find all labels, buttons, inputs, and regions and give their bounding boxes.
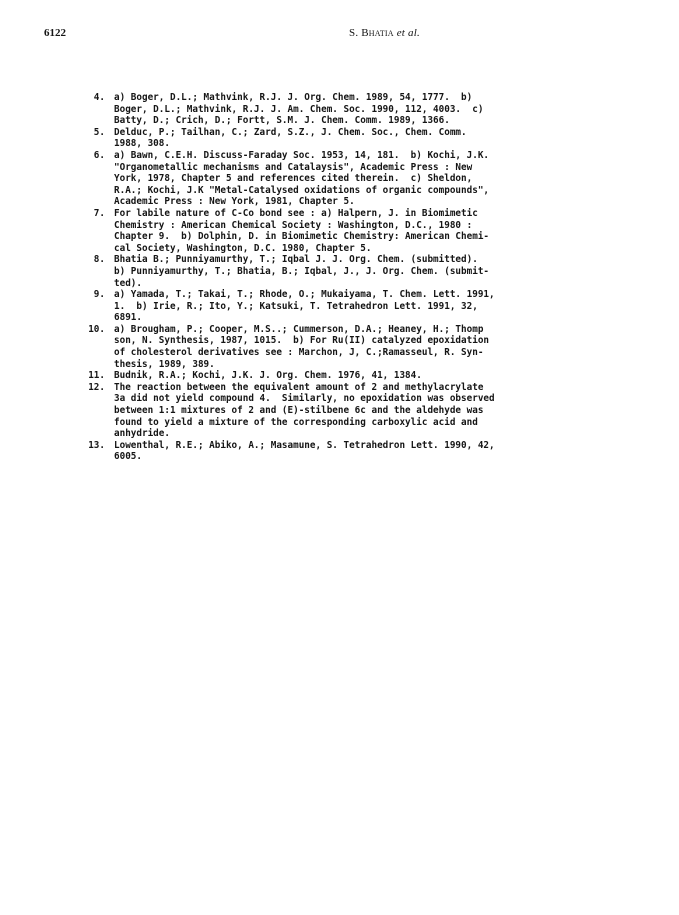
reference-line: between 1:1 mixtures of 2 and (E)-stilbene 6c and the aldehyde was (114, 405, 484, 417)
reference-number: 9. (93, 289, 105, 301)
reference-line: Batty, D.; Crich, D.; Fortt, S.M. J. Chem. Comm. 1989, 1366. (114, 115, 450, 127)
reference-number: 8. (93, 254, 105, 266)
reference-line: of cholesterol derivatives see : Marchon, J, C.;Ramasseul, R. Syn- (114, 347, 484, 359)
running-header (44, 27, 644, 43)
reference-line: For labile nature of C-Co bond see : a) Halpern, J. in Biomimetic (114, 207, 478, 219)
reference-11 (85, 370, 610, 382)
reference-line: Boger, D.L.; Mathvink, R.J. J. Am. Chem. Soc. 1990, 112, 4003. c) (114, 103, 484, 115)
reference-line: Budnik, R.A.; Kochi, J.K. J. Org. Chem. 1976, 41, 1384. (114, 370, 422, 382)
reference-line: 3a did not yield compound 4. Similarly, no epoxidation was observed (114, 393, 495, 405)
reference-line: a) Yamada, T.; Takai, T.; Rhode, O.; Mukaiyama, T. Chem. Lett. 1991, (114, 289, 495, 301)
reference-line: The reaction between the equivalent amount of 2 and methylacrylate (114, 381, 484, 393)
reference-line: a) Boger, D.L.; Mathvink, R.J. J. Org. Chem. 1989, 54, 1777. b) (114, 92, 473, 103)
reference-line: "Organometallic mechanisms and Catalaysis", Academic Press : New (114, 161, 473, 173)
reference-line: York, 1978, Chapter 5 and references cited therein. c) Sheldon, (114, 173, 473, 185)
reference-line: Bhatia B.; Punniyamurthy, T.; Iqbal J. J. Org. Chem. (submitted). (114, 254, 478, 266)
reference-10 (85, 324, 610, 370)
running-head-author-name: S. Bhatia (349, 27, 394, 39)
reference-line: ted). (114, 277, 142, 289)
reference-number: 7. (93, 207, 105, 219)
running-head-authors (349, 27, 420, 39)
reference-line: a) Bawn, C.E.H. Discuss-Faraday Soc. 1953, 14, 181. b) Kochi, J.K. (114, 149, 490, 161)
reference-13 (85, 440, 610, 463)
reference-line: son, N. Synthesis, 1987, 1015. b) For Ru(II) catalyzed epoxidation (114, 335, 490, 347)
reference-number: 6. (93, 149, 105, 161)
reference-8 (85, 254, 610, 289)
reference-number: 5. (93, 126, 105, 138)
reference-number: 4. (93, 92, 105, 103)
reference-line: anhydride. (114, 428, 170, 440)
reference-line: Delduc, P.; Tailhan, C.; Zard, S.Z., J. Chem. Soc., Chem. Comm. (114, 126, 467, 138)
reference-12 (85, 382, 610, 440)
reference-line: Chapter 9. b) Dolphin, D. in Biomimetic Chemistry: American Chemi- (114, 231, 490, 243)
reference-line: b) Punniyamurthy, T.; Bhatia, B.; Iqbal, J., J. Org. Chem. (submit- (114, 265, 490, 277)
reference-line: a) Brougham, P.; Cooper, M.S..; Cummerson, D.A.; Heaney, H.; Thomp (114, 323, 484, 335)
reference-list (85, 92, 610, 463)
reference-5 (85, 127, 610, 150)
reference-7 (85, 208, 610, 254)
reference-9 (85, 289, 610, 324)
reference-line: R.A.; Kochi, J.K "Metal-Catalysed oxidations of organic compounds", (114, 184, 490, 196)
reference-number: 11. (88, 370, 105, 382)
reference-line: cal Society, Washington, D.C. 1980, Chapter 5. (114, 242, 372, 254)
reference-6 (85, 150, 610, 208)
reference-line: 1. b) Irie, R.; Ito, Y.; Katsuki, T. Tetrahedron Lett. 1991, 32, (114, 300, 478, 312)
reference-line: 1988, 308. (114, 138, 170, 150)
running-head-et-al: et al. (393, 27, 420, 39)
reference-line: thesis, 1989, 389. (114, 358, 215, 370)
reference-number: 13. (88, 439, 105, 451)
reference-line: 6005. (114, 451, 142, 463)
page-number: 6122 (44, 27, 66, 39)
reference-number: 12. (88, 381, 105, 393)
reference-4 (85, 92, 610, 127)
reference-line: Academic Press : New York, 1981, Chapter 5. (114, 196, 355, 208)
reference-line: Chemistry : American Chemical Society : Washington, D.C., 1980 : (114, 219, 473, 231)
reference-line: found to yield a mixture of the corresponding carboxylic acid and (114, 416, 478, 428)
reference-line: 6891. (114, 312, 142, 324)
reference-number: 10. (88, 323, 105, 335)
reference-line: Lowenthal, R.E.; Abiko, A.; Masamune, S. Tetrahedron Lett. 1990, 42, (114, 439, 495, 451)
